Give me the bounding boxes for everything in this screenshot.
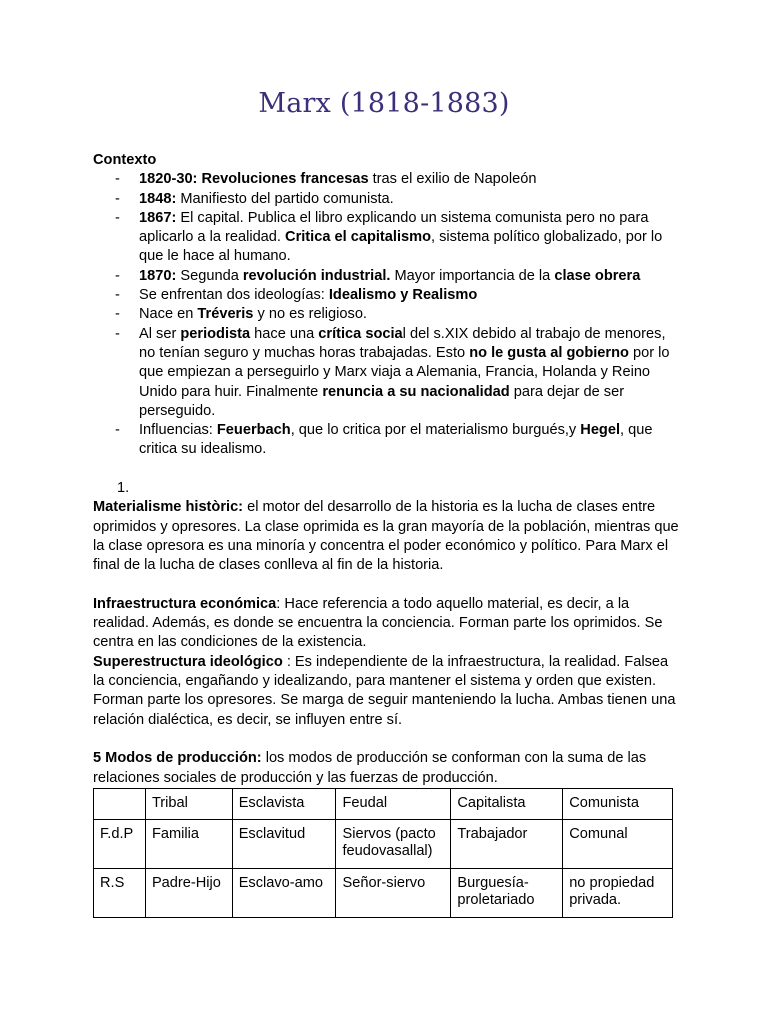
paragraph-modos: 5 Modos de producción: los modos de producción se conforman con la suma de las relaciones sociales de producción y las fuerzas de producción.	[93, 750, 647, 786]
term-materialisme: Materialisme històric:	[93, 499, 244, 516]
table-cell: Señor-siervo	[336, 869, 451, 918]
contexto-item: - Al ser periodista hace una crítica social del s.XIX debido al trabajo de menores, no tenían seguro y muchas horas trabajadas. Esto no le gusta al gobierno por lo que empiezan a perseguirlo y Marx viaja a Alemania, Francia, Holanda y Reino Unido para huir. Finalmente renuncia a su nacionalidad para dejar de ser perseguido.	[93, 325, 683, 421]
contexto-list	[93, 170, 683, 459]
table-cell: Padre-Hijo	[145, 869, 232, 918]
term-superestructura: Superestructura ideológico	[93, 653, 283, 670]
term-modos: 5 Modos de producción:	[93, 750, 262, 767]
table-cell: Burguesía-proletariado	[451, 869, 563, 918]
table-cell	[94, 789, 146, 820]
paragraph-materialisme: Materialisme històric: el motor del desarrollo de la historia es la lucha de clases entre oprimidos y opresores. La clase oprimida es la gran mayoría de la población, mientras que la clase opresora es una minoría y concentra el poder económico y político. Para Marx el final de la lucha de clases conlleva al fin de la historia.	[93, 499, 679, 574]
contexto-item: - Influencias: Feuerbach, que lo critica por el materialismo burgués,y Hegel, que critica su idealismo.	[93, 421, 683, 460]
section-heading-contexto: Contexto	[93, 152, 157, 168]
contexto-item: - Se enfrentan dos ideologías: Idealismo y Realismo	[93, 286, 683, 305]
table-cell: Esclavista	[232, 789, 336, 820]
contexto-item: - Nace en Tréveris y no es religioso.	[93, 305, 683, 324]
contexto-item: - 1870: Segunda revolución industrial. Mayor importancia de la clase obrera	[93, 267, 683, 286]
table-cell: Comunista	[563, 789, 673, 820]
table-cell: Feudal	[336, 789, 451, 820]
table-cell: Familia	[145, 820, 232, 869]
contexto-item: - 1848: Manifiesto del partido comunista.	[93, 190, 683, 209]
page-title: Marx (1818-1883)	[258, 88, 510, 119]
table-cell: Siervos (pacto feudovasallal)	[336, 820, 451, 869]
table-cell: no propiedad privada.	[563, 869, 673, 918]
document-body	[93, 151, 683, 788]
modes-table	[93, 788, 673, 918]
table-cell: Esclavo-amo	[232, 869, 336, 918]
list-number: 1.	[117, 480, 130, 497]
table-row	[94, 820, 673, 869]
table-cell: Capitalista	[451, 789, 563, 820]
paragraph-superestructura: Superestructura ideológico : Es independiente de la infraestructura, la realidad. Falsea la conciencia, engañando y idealizando, para mantener el sistema y orden que existen. Forman parte los opresores. Se marga de seguir manteniendo la lucha. Ambas tienen una relación dialéctica, es decir, se influyen entre sí.	[93, 653, 676, 728]
table-cell: Tribal	[145, 789, 232, 820]
table-header-row	[94, 789, 673, 820]
table-cell: R.S	[94, 869, 146, 918]
table-cell: Esclavitud	[232, 820, 336, 869]
table-cell: F.d.P	[94, 820, 146, 869]
paragraph-infraestructura: Infraestructura económica: Hace referencia a todo aquello material, es decir, a la realidad. Además, es donde se encuentra la conciencia. Forman parte los oprimidos. Se centra en las condiciones de la existencia.	[93, 595, 663, 651]
term-infraestructura: Infraestructura económica	[93, 595, 277, 612]
table-row	[94, 869, 673, 918]
contexto-item: - 1867: El capital. Publica el libro explicando un sistema comunista pero no para aplicarlo a la realidad. Critica el capitalismo, sistema político globalizado, por lo que le hace al humano.	[93, 209, 683, 267]
table-cell: Trabajador	[451, 820, 563, 869]
contexto-item: - 1820-30: Revoluciones francesas tras el exilio de Napoleón	[93, 170, 683, 189]
table-cell: Comunal	[563, 820, 673, 869]
